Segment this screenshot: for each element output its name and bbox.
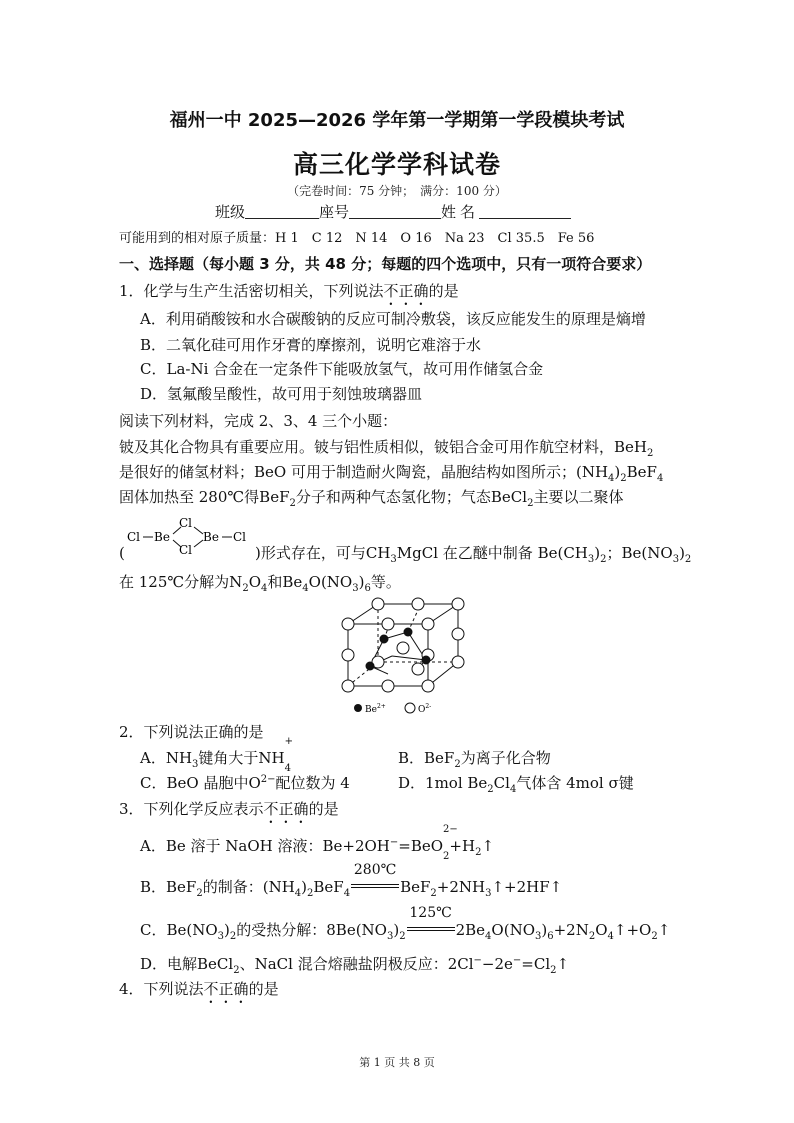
struct-be-left: Be	[154, 530, 170, 544]
class-label: 班级	[215, 203, 246, 221]
seat-blank[interactable]	[349, 204, 441, 219]
seat-label: 座号	[319, 203, 350, 221]
q3-stem: 3．下列化学反应表示不正确的是	[119, 800, 339, 818]
o-legend-dot	[405, 703, 415, 713]
reading-line-4: )形式存在，可与$CH_3MgCl$ 在乙醚中制备 $Be(CH_3)_2$；$Be(NO_3)_2$	[255, 544, 692, 565]
reaction-condition-280: 280℃	[350, 877, 400, 897]
q2-option-a: A．$NH_3$键角大于NH + $_4$	[140, 736, 294, 774]
reading-line-1: 铍及其化合物具有重要应用。铍与铝性质相似，铍铝合金可用作航空材料，BeH$_2$	[119, 438, 654, 459]
struct-cl-top: Cl	[179, 516, 193, 530]
q3-option-d: D．电解BeCl$_2$、NaCl 混合熔融盐阴极反应：$2Cl^--2e^-=Cl_2↑$	[140, 955, 570, 976]
struct-cl-right: Cl	[233, 530, 247, 544]
q1-option-c: C．La-Ni 合金在一定条件下能吸放氢气，故可用作储氢合金	[140, 360, 544, 378]
legend-be-label: $Be^{2+}$	[365, 703, 386, 715]
q2-option-c: C．BeO 晶胞中$O^{2-}$配位数为 4	[140, 774, 350, 792]
legend-o-label: $O^{2-}$	[418, 703, 432, 715]
name-blank[interactable]	[479, 204, 571, 219]
exam-info: （完卷时间：75 分钟； 满分：100 分）	[287, 184, 507, 198]
q3-option-a: A．Be 溶于 NaOH 溶液：Be+2OH−=BeO 2− $_2+H_2↑$	[140, 824, 495, 862]
q4-stem: 4．下列说法不正确的是	[119, 980, 279, 998]
struct-cl-left: Cl	[127, 530, 141, 544]
reading-line-3: 固体加热至 280℃得BeF$_2$分子和两种气态氢化物；气态BeCl$_2$主要以二聚体	[119, 488, 624, 509]
struct-cl-bottom: Cl	[179, 543, 193, 557]
q1-stem: 1．化学与生产生活密切相关，下列说法不正确的是	[119, 282, 459, 300]
beo-unit-cell-figure	[330, 594, 470, 716]
name-label: 姓名	[441, 203, 480, 221]
q1-option-b: B．二氧化硅可用作牙膏的摩擦剂，说明它难溶于水	[140, 336, 482, 354]
reading-line-5: 在 125℃分解为$N_2O_4$和$Be_4O(NO_3)_6$等。	[119, 573, 401, 594]
emphasis-text: 不正确	[383, 282, 429, 300]
reading-line-2: 是很好的储氢材料；BeO 可用于制造耐火陶瓷，晶胞结构如图所示；$(NH_4)_2BeF_4$	[119, 463, 664, 484]
q2-stem: 2．下列说法正确的是	[119, 723, 264, 741]
reading-line-4a: (	[119, 544, 125, 562]
q1-option-a: A．利用硝酸铵和水合碳酸钠的反应可制冷敷袋，该反应能发生的原理是熵增	[140, 310, 646, 328]
q1-option-d: D．氢氟酸呈酸性，故可用于刻蚀玻璃器皿	[140, 385, 423, 403]
be-legend-dot	[354, 704, 362, 712]
q3-option-b: B．BeF$_2$的制备：$(NH_4)_2BeF_4$ 280℃ $BeF_2+2NH_3↑+2HF↑$	[140, 862, 563, 899]
section-title: 一、选择题（每小题 3 分，共 48 分；每题的四个选项中，只有一项符合要求）	[119, 255, 652, 273]
page-footer: 第 1 页 共 8 页	[359, 1056, 435, 1069]
q3-option-c: C．$Be(NO_3)_2$的受热分解：$8Be(NO_3)_2$ 125℃ $2Be_4O(NO_3)_6+2N_2O_4↑+O_2↑$	[140, 905, 671, 942]
reaction-condition-125: 125℃	[406, 920, 456, 940]
emphasis-text: 不正确	[263, 800, 309, 818]
q2-option-b: B．BeF$_2$为离子化合物	[398, 749, 551, 770]
q2-option-d: D．1mol $Be_2Cl_4$气体含 4mol σ键	[398, 774, 634, 795]
reading-intro: 阅读下列材料，完成 2、3、4 三个小题：	[119, 412, 398, 430]
student-info-row	[215, 202, 571, 222]
paper-title: 高三化学学科试卷	[292, 150, 501, 179]
school-title: 福州一中 2025—2026 学年第一学期第一学段模块考试	[169, 110, 625, 131]
struct-be-right: Be	[203, 530, 219, 544]
becl2-dimer-structure	[119, 512, 259, 558]
emphasis-text: 不正确	[203, 980, 249, 998]
atomic-masses: 可能用到的相对原子质量：H 1 C 12 N 14 O 16 Na 23 Cl 35.5 Fe 56	[119, 231, 595, 246]
class-blank[interactable]	[245, 204, 319, 219]
